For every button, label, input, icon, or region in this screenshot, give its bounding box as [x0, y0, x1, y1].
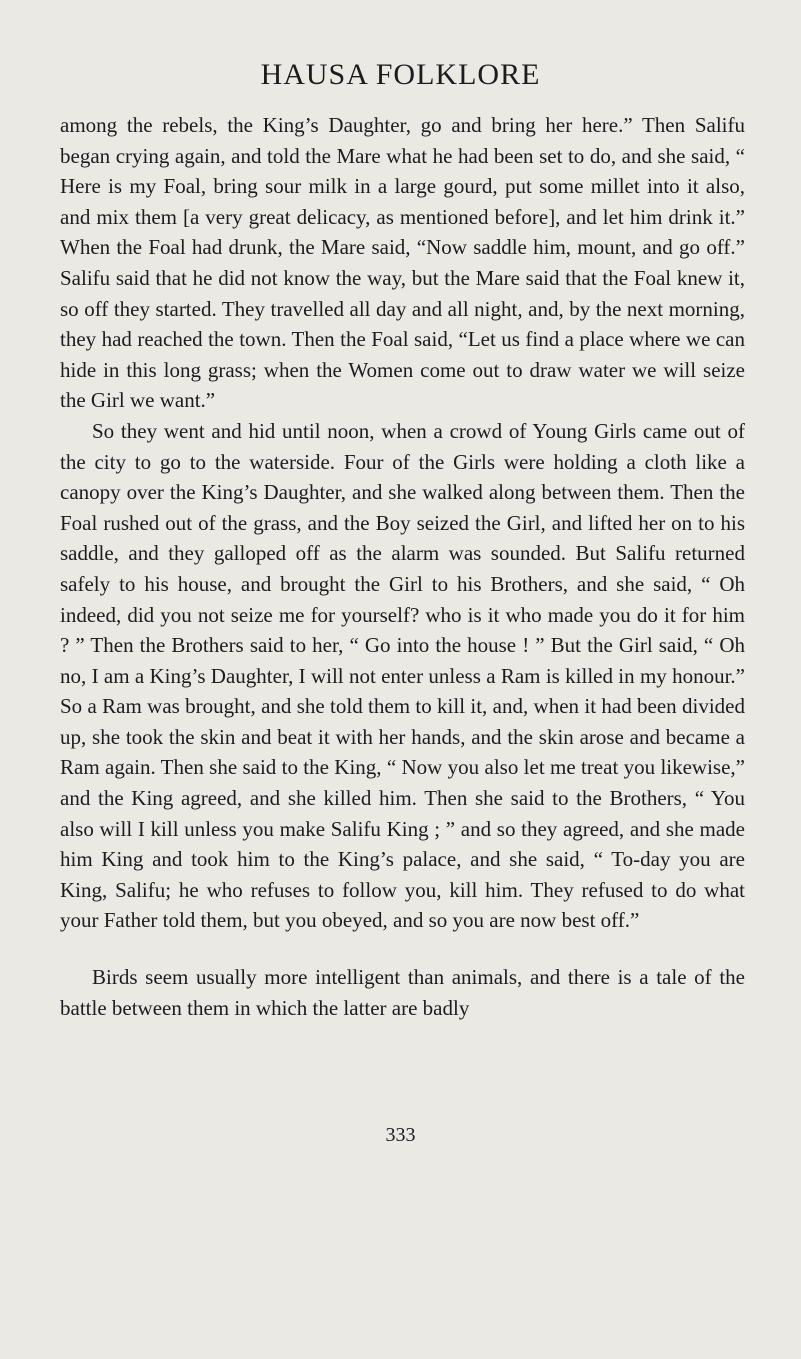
- running-title: HAUSA FOLKLORE: [260, 58, 541, 91]
- paragraph: Birds seem usually more intelligent than animals, and there is a tale of the battle between them in which the latter are badly: [60, 965, 745, 1020]
- paragraph: So they went and hid until noon, when a crowd of Young Girls came out of the city to go to the waterside. Four of the Girls were holding a cloth like a canopy over the King’s Daughter, and she walked along between them. Then the Foal rushed out of the grass, and the Boy seized the Girl, and lifted her on to his saddle, and they galloped off as the alarm was sounded. But Salifu returned safely to his house, and brought the Girl to his Brothers, and she said, “ Oh indeed, did you not seize me for yourself? who is it who made you do it for him ? ” Then the Brothers said to her, “ Go into the house ! ” But the Girl said, “ Oh no, I am a King’s Daughter, I will not enter unless a Ram is killed in my honour.” So a Ram was brought, and she told them to kill it, and, when it had been divided up, she took the skin and beat it with her hands, and the skin arose and became a Ram again. Then she said to the King, “ Now you also let me treat you likewise,” and the King agreed, and she killed him. Then she said to the Brothers, “ You also will I kill unless you make Salifu King ; ” and so they agreed, and she made him King and took him to the King’s palace, and she said, “ To-day you are King, Salifu; he who refuses to follow you, kill him. They refused to do what your Father told them, but you obeyed, and so you are now best off.”: [60, 418, 745, 933]
- page-number: 333: [385, 1124, 416, 1146]
- paragraph-continued: among the rebels, the King’s Daughter, go and bring her here.” Then Salifu began crying again, and told the Mare what he had been set to do, and she said, “ Here is my Foal, bring sour milk in a large gourd, put some millet into it also, and mix them [a very great delicacy, as mentioned before], and let him drink it.” When the Foal had drunk, the Mare said, “Now saddle him, mount, and go off.” Salifu said that he did not know the way, but the Mare said that the Foal knew it, so off they started. They travelled all day and all night, and, by the next morning, they had reached the town. Then the Foal said, “Let us find a place where we can hide in this long grass; when the Women come out to draw water we will seize the Girl we want.”: [60, 113, 745, 413]
- body-text: [60, 110, 745, 1023]
